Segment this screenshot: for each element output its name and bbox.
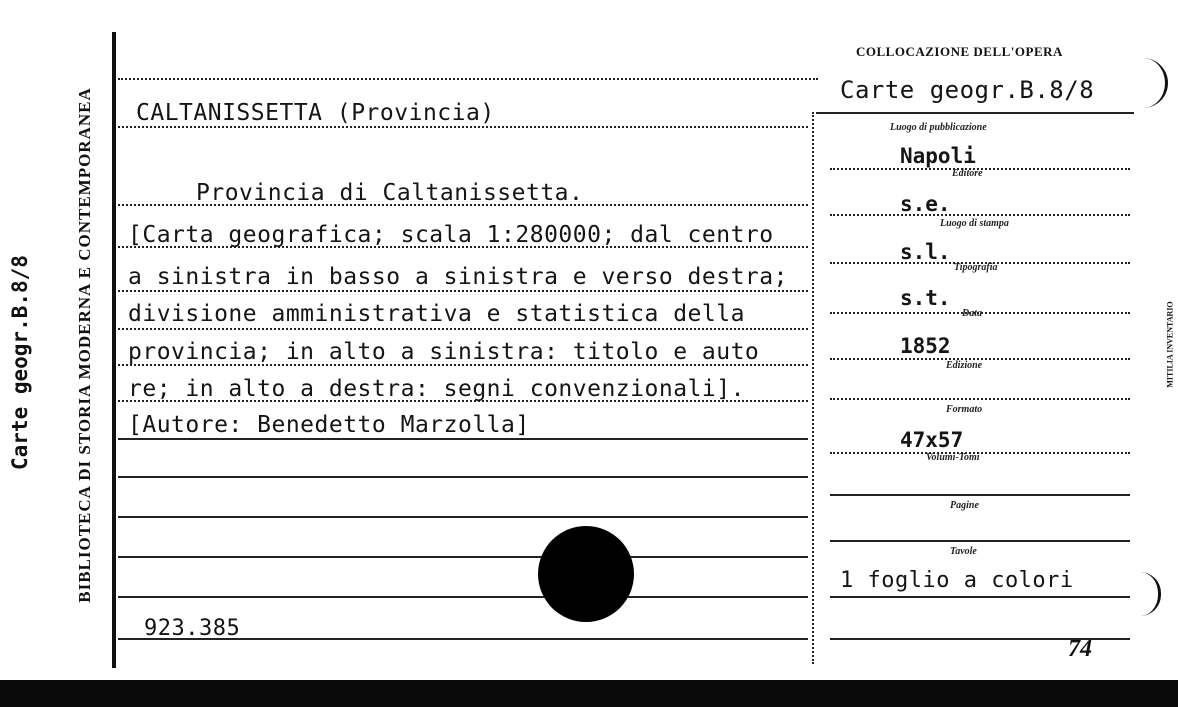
description-line: [Carta geografica; scala 1:280000; dal centro [128, 222, 774, 248]
right-rule [830, 494, 1130, 496]
right-rule [830, 540, 1130, 542]
right-rule [830, 398, 1130, 400]
field-value-print-place: s.l. [900, 240, 951, 264]
left-vertical-rule [112, 32, 116, 668]
field-label-place: Luogo di pubblicazione [890, 122, 987, 133]
author-line: [Autore: Benedetto Marzolla] [128, 412, 530, 438]
description-line: provincia; in alto a sinistra: titolo e auto [128, 339, 760, 365]
field-label-date: Data [962, 308, 982, 319]
right-rule [830, 452, 1130, 454]
field-value-printer: s.t. [900, 286, 951, 310]
field-label-print-place: Luogo di stampa [940, 218, 1009, 229]
catalog-heading: CALTANISSETTA (Provincia) [136, 100, 495, 126]
punch-hole [538, 526, 634, 622]
top-dotted-rule [118, 78, 818, 80]
collocation-value: Carte geogr.B.8/8 [840, 76, 1095, 104]
shelfmark-vertical: Carte geogr.B.8/8 [8, 255, 32, 470]
rule-line [118, 516, 808, 518]
field-label-format: Formato [946, 404, 983, 415]
plates-bracket [1140, 572, 1161, 616]
field-label-plates: Tavole [950, 546, 977, 557]
collocation-underline [816, 112, 1134, 114]
right-rule [830, 596, 1130, 598]
collocation-bracket [1143, 58, 1168, 108]
rule-line [118, 596, 808, 598]
rule-line [118, 328, 808, 330]
library-name-vertical: BIBLIOTECA DI STORIA MODERNA E CONTEMPORANEA [75, 87, 94, 603]
collocation-header: COLLOCAZIONE DELL'OPERA [856, 44, 1063, 59]
description-line: re; in alto a destra: segni convenzionali]. [128, 376, 745, 402]
inventory-stamp: MITILIA INVENTARIO [1165, 301, 1175, 388]
field-value-date: 1852 [900, 334, 951, 358]
catalog-title: Provincia di Caltanissetta. [196, 180, 584, 206]
scan-bottom-border [0, 680, 1178, 707]
field-value-format: 47x57 [900, 428, 964, 452]
right-rule [830, 214, 1130, 216]
right-section-rule [812, 112, 814, 664]
field-value-place: Napoli [900, 144, 976, 168]
footer-number: 74 [1068, 636, 1092, 662]
classification-number: 923.385 [144, 616, 241, 641]
rule-line [118, 556, 808, 558]
field-value-plates: 1 foglio a colori [840, 568, 1074, 593]
field-label-volumes: Volumi-Tomi [926, 452, 980, 463]
rule-line [118, 290, 808, 292]
description-line: divisione amministrativa e statistica della [128, 301, 745, 327]
rule-line [118, 438, 808, 440]
rule-line [118, 126, 808, 128]
field-label-printer: Tipografia [954, 262, 998, 273]
field-label-publisher: Editore [952, 168, 983, 179]
rule-line [118, 476, 808, 478]
description-line: a sinistra in basso a sinistra e verso destra; [128, 264, 788, 290]
field-label-pages: Pagine [950, 500, 979, 511]
field-value-publisher: s.e. [900, 192, 951, 216]
field-label-edition: Edizione [946, 360, 983, 371]
